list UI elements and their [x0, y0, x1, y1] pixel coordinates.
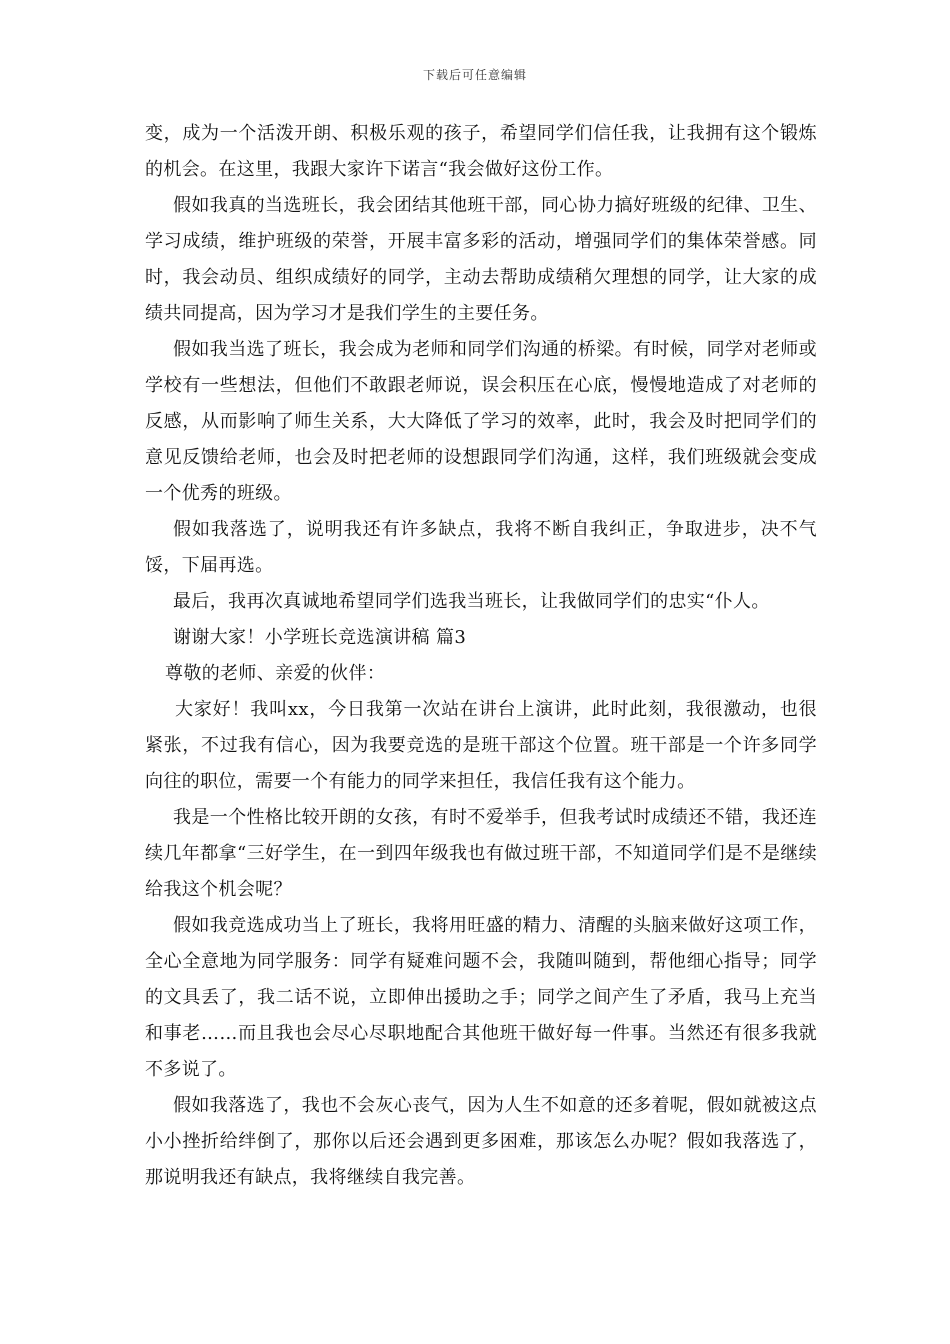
paragraph-bridge: 假如我当选了班长，我会成为老师和同学们沟通的桥梁。有时候，同学对老师或学校有一些想法，但他们不敢跟老师说，误会积压在心底，慢慢地造成了对老师的反感，从而影响了师生关系，大大降低了学习的效率，此时，我会及时把同学们的意见反馈给老师，也会及时把老师的设想跟同学们沟通，这样，我们班级就会变成一个优秀的班级。	[145, 339, 817, 504]
document-body	[145, 116, 817, 1196]
paragraph-self-intro: 我是一个性格比较开朗的女孩，有时不爱举手，但我考试时成绩还不错，我还连续几年都拿“三好学生，在一到四年级我也有做过班干部，不知道同学们是不是继续给我这个机会呢？	[145, 807, 817, 900]
paragraph-closing: 最后，我再次真诚地希望同学们选我当班长，让我做同学们的忠实“仆人。	[173, 591, 770, 612]
section-heading: 谢谢大家！小学班长竞选演讲稿 篇3	[173, 627, 467, 648]
paragraph-continuation: 变，成为一个活泼开朗、积极乐观的孩子，希望同学们信任我，让我拥有这个锻炼的机会。在这里，我跟大家许下诺言“我会做好这份工作。	[145, 123, 817, 180]
paragraph-if-lose: 假如我落选了，说明我还有许多缺点，我将不断自我纠正，争取进步，决不气馁，下届再选。	[145, 519, 817, 576]
salutation: 尊敬的老师、亲爱的伙伴：	[165, 663, 386, 684]
paragraph-greeting: 大家好！我叫xx，今日我第一次站在讲台上演讲，此时此刻，我很激动，也很紧张，不过我有信心，因为我要竞选的是班干部这个位置。班干部是一个许多同学向往的职位，需要一个有能力的同学来担任，我信任我有这个能力。	[145, 699, 817, 792]
paragraph-if-lose-2: 假如我落选了，我也不会灰心丧气，因为人生不如意的还多着呢，假如就被这点小小挫折给绊倒了，那你以后还会遇到更多困难，那该怎么办呢？假如我落选了，那说明我还有缺点，我将继续自我完善。	[145, 1095, 817, 1188]
paragraph-unity: 假如我真的当选班长，我会团结其他班干部，同心协力搞好班级的纪律、卫生、学习成绩，维护班级的荣誉，开展丰富多彩的活动，增强同学们的集体荣誉感。同时，我会动员、组织成绩好的同学，主动去帮助成绩稍欠理想的同学，让大家的成绩共同提高，因为学习才是我们学生的主要任务。	[145, 195, 817, 324]
page-header-note: 下载后可任意编辑	[422, 68, 527, 82]
paragraph-if-win: 假如我竞选成功当上了班长，我将用旺盛的精力、清醒的头脑来做好这项工作，全心全意地为同学服务：同学有疑难问题不会，我随叫随到，帮他细心指导；同学的文具丢了，我二话不说，立即伸出援助之手；同学之间产生了矛盾，我马上充当和事老……而且我也会尽心尽职地配合其他班干做好每一件事。当然还有很多我就不多说了。	[145, 915, 817, 1080]
